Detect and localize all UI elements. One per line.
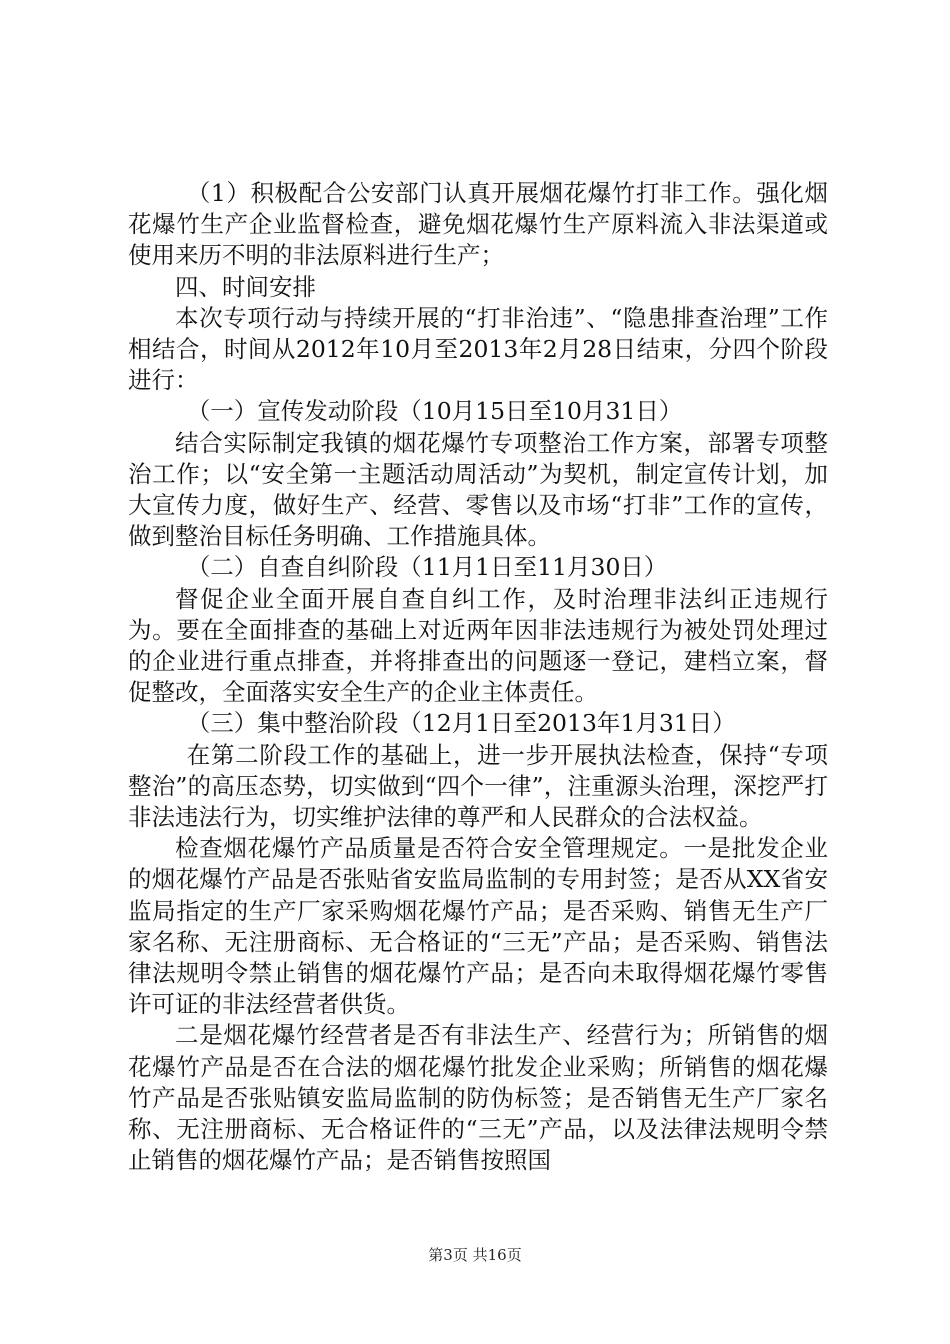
paragraph-item-1: （1）积极配合公安部门认真开展烟花爆竹打非工作。强化烟花爆竹生产企业监督检查，避免烟花爆竹生产原料流入非法渠道或使用来历不明的非法原料进行生产； <box>128 179 828 270</box>
paragraph-dealer-check: 二是烟花爆竹经营者是否有非法生产、经营行为；所销售的烟花爆竹产品是否在合法的烟花爆竹批发企业采购；所销售的烟花爆竹产品是否张贴镇安监局监制的防伪标签；是否销售无生产厂家名称、无注册商标、无合格证件的“三无”产品，以及法律法规明令禁止销售的烟花爆竹产品；是否销售按照国 <box>128 1021 828 1175</box>
stage-heading-concentrated: （三）集中整治阶段（12月1日至2013年1月31日） <box>186 709 736 738</box>
page-number-footer: 第3页 共16页 <box>428 1246 522 1264</box>
paragraph-quality-check: 检查烟花爆竹产品质量是否符合安全管理规定。一是批发企业的烟花爆竹产品是否张贴省安监局监制的专用封签；是否从XX省安监局指定的生产厂家采购烟花爆竹产品；是否采购、销售无生产厂家名称、无注册商标、无合格证的“三无”产品；是否采购、销售法律法规明令禁止销售的烟花爆竹产品；是否向未取得烟花爆竹零售许可证的非法经营者供货。 <box>128 834 828 1019</box>
stage-heading-self-check: （二）自查自纠阶段（11月1日至11月30日） <box>186 553 668 582</box>
section-heading-schedule: 四、时间安排 <box>175 272 316 301</box>
stage-heading-publicity: （一）宣传发动阶段（10月15日至10月31日） <box>186 397 683 426</box>
paragraph-self-check: 督促企业全面开展自查自纠工作，及时治理非法纠正违规行为。要在全面排查的基础上对近两年因非法违规行为被处罚处理过的企业进行重点排查，并将排查出的问题逐一登记，建档立案，督促整改，全面落实安全生产的企业主体责任。 <box>128 584 828 707</box>
paragraph-concentrated: 在第二阶段工作的基础上，进一步开展执法检查，保持“专项整治”的高压态势，切实做到“四个一律”，注重源头治理，深挖严打非法违法行为，切实维护法律的尊严和人民群众的合法权益。 <box>128 740 828 832</box>
paragraph-publicity: 结合实际制定我镇的烟花爆竹专项整治工作方案，部署专项整治工作；以“安全第一主题活动周活动”为契机，制定宣传计划，加大宣传力度，做好生产、经营、零售以及市场“打非”工作的宣传，做到整治目标任务明确、工作措施具体。 <box>128 428 828 551</box>
paragraph-schedule-intro: 本次专项行动与持续开展的“打非治违”、“隐患排查治理”工作相结合，时间从2012年10月至2013年2月28日结束，分四个阶段进行： <box>128 303 828 395</box>
document-body <box>128 178 828 1177</box>
